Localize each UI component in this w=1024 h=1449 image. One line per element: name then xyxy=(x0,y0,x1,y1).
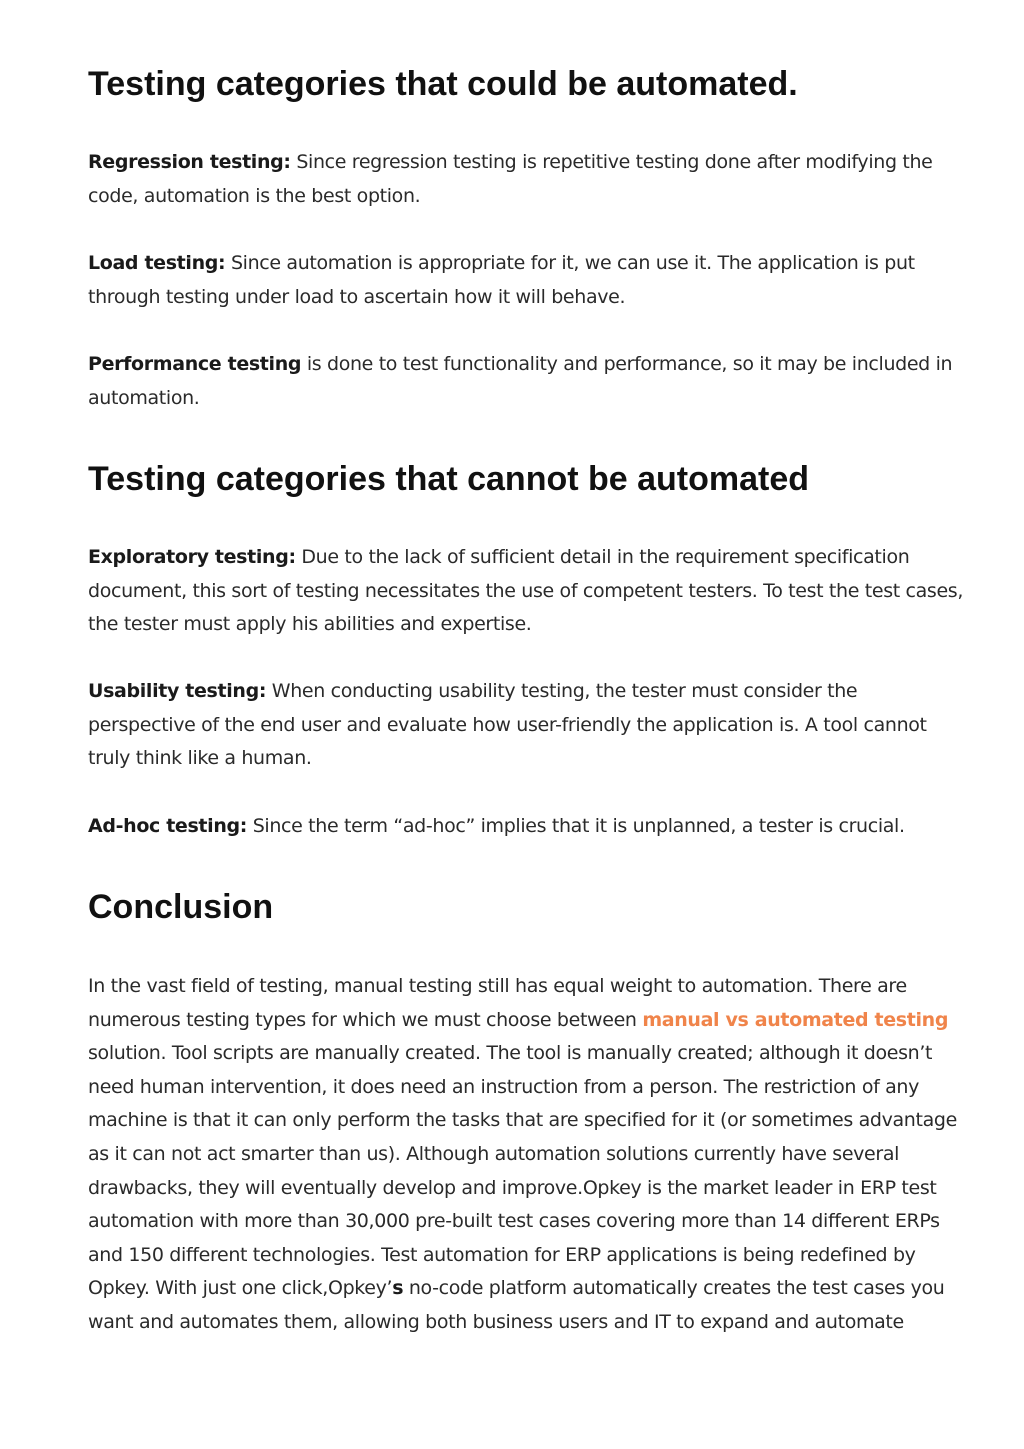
description-exploratory-testing: Due to the lack of sufficient detail in the requirement specification document, this sort of testing necessitates the use of competent testers. To test the test cases, the tester must apply his abilities and expertise. xyxy=(88,546,964,636)
term-usability-testing: Usability testing: xyxy=(88,680,267,702)
manual-vs-automated-testing-link[interactable]: manual vs automated testing xyxy=(642,1008,949,1031)
conclusion-text-start: In the vast field of testing, manual testing still has equal weight to automation. There are numerous testing types for which we must choose between xyxy=(88,975,907,1031)
paragraph-conclusion xyxy=(88,970,968,1340)
conclusion-text-middle: solution. Tool scripts are manually created. The tool is manually created; although it doesn’t need human intervention, it does need an instruction from a person. The restriction of any machine is that it can only perform the tasks that are specified for it (or sometimes advantage as it can not act smarter than us). Although automation solutions currently have several drawbacks, they will eventually develop and improve.Opkey is the market leader in ERP test automation with more than 30,000 pre-built test cases covering more than 14 different ERPs and 150 different technologies. Test automation for ERP applications is being redefined by Opkey. With just one click,Opkey’ xyxy=(88,1042,957,1300)
description-usability-testing: When conducting usability testing, the tester must consider the perspective of the end user and evaluate how user-friendly the application is. A tool cannot truly think like a human. xyxy=(88,680,927,770)
term-exploratory-testing: Exploratory testing: xyxy=(88,546,296,568)
section-heading-conclusion: Conclusion xyxy=(88,888,274,926)
description-adhoc-testing: Since the term “ad-hoc” implies that it is unplanned, a tester is crucial. xyxy=(247,815,905,837)
description-regression-testing: Since regression testing is repetitive testing done after modifying the code, automation is the best option. xyxy=(88,151,933,207)
paragraph-load-testing xyxy=(88,247,968,314)
description-load-testing: Since automation is appropriate for it, we can use it. The application is put through testing under load to ascertain how it will behave. xyxy=(88,252,915,308)
paragraph-adhoc-testing xyxy=(88,810,968,844)
description-performance-testing: is done to test functionality and performance, so it may be included in automation. xyxy=(88,353,953,409)
term-load-testing: Load testing: xyxy=(88,252,226,274)
paragraph-usability-testing xyxy=(88,675,968,776)
section-heading-automatable: Testing categories that could be automated. xyxy=(88,65,798,103)
conclusion-bold-s: s xyxy=(392,1277,404,1300)
section-heading-not-automatable: Testing categories that cannot be automated xyxy=(88,460,810,498)
term-adhoc-testing: Ad-hoc testing: xyxy=(88,815,247,837)
paragraph-exploratory-testing xyxy=(88,541,968,642)
paragraph-regression-testing xyxy=(88,146,968,213)
term-regression-testing: Regression testing: xyxy=(88,151,291,173)
conclusion-text-end: no-code platform automatically creates the test cases you want and automates them, allowing both business users and IT to expand and automate xyxy=(88,1277,945,1333)
term-performance-testing: Performance testing xyxy=(88,353,302,375)
paragraph-performance-testing xyxy=(88,348,968,415)
